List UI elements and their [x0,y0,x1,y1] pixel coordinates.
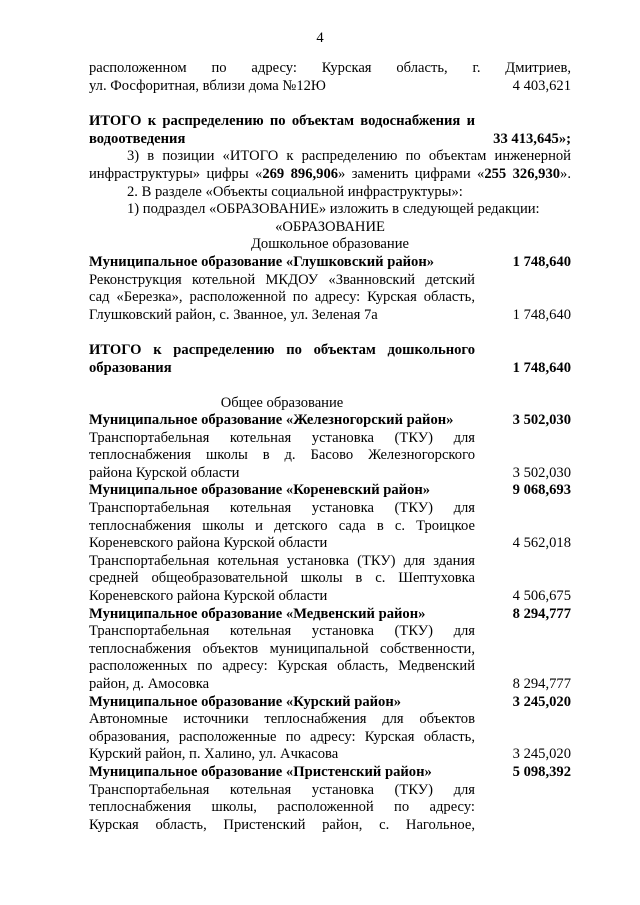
general-heading: Общее образование [220,394,344,411]
general-item-line: теплоснабжения школы, расположенной по адресу: [89,799,475,816]
general-item-line: расположенных по адресу: Курская область, Медвенский [89,658,475,675]
general-item-line: теплоснабжения школы и детского сада в с. Троицкое [89,517,475,534]
para3-line-1: 3) в позиции «ИТОГО к распределению по объектам инженерной [127,148,571,165]
preschool-total-line-2: образования [89,359,172,376]
general-item-line: образования, расположенные по адресу: Курская область, [89,728,475,745]
preschool-total-row [89,360,571,378]
general-item-line: района Курской области [89,464,240,481]
general-item-line: теплоснабжения школы в д. Басово Железногорского [89,447,475,464]
general-item-line: Кореневского района Курской области [89,588,328,605]
general-item-line: Кореневского района Курской области [89,535,328,552]
general-mo-name: Муниципальное образование «Железногорский район» [89,412,454,429]
preschool-item-line: Реконструкция котельной МКДОУ «Званновский детский [89,271,475,288]
intro-row [89,78,571,96]
preschool-mo-amount: 1 748,640 [512,253,571,270]
general-mo-name: Муниципальное образование «Пристенский район» [89,763,432,780]
general-mo-row [89,482,571,500]
general-item-row [89,746,571,764]
general-item-line: Транспортабельная котельная установка (ТКУ) для [89,429,475,446]
general-item-line: Транспортабельная котельная установка (ТКУ) для [89,500,475,517]
intro-line-2: ул. Фосфоритная, вблизи дома №12Ю [89,77,326,94]
intro-amount: 4 403,621 [512,77,571,94]
general-item-row [89,535,571,553]
general-item-amount: 3 245,020 [512,746,571,763]
general-item-line: Курский район, п. Халино, ул. Ачкасова [89,746,339,763]
general-mo-name: Муниципальное образование «Курский район» [89,693,402,710]
general-item-amount: 8 294,777 [512,676,571,692]
general-mo-name: Муниципальное образование «Медвенский район» [89,605,426,622]
new-figure: 255 326,930 [484,165,561,182]
preschool-item-line: Глушковский район, с. Званное, ул. Зеленая 7а [89,306,378,323]
total-water-amount: 33 413,645»; [493,130,571,147]
preschool-item-line: сад «Березка», расположенной по адресу: Курская область, [89,289,475,306]
total-water-row [89,131,571,149]
preschool-total-line-1: ИТОГО к распределению по объектам дошкольного [89,342,475,359]
para3-line-2: инфраструктуры» цифры «269 896,906» заменить цифрами «255 326,930». [89,165,571,182]
intro-line-1: расположенном по адресу: Курская область, г. Дмитриев, [89,60,571,76]
general-mo-amount: 3 245,020 [512,693,571,710]
general-mo-name: Муниципальное образование «Кореневский район» [89,482,431,499]
general-item-row [89,465,571,483]
general-item-line: Транспортабельная котельная установка (ТКУ) для здания [89,552,475,569]
preschool-item-amount: 1 748,640 [512,306,571,323]
page-number: 4 [316,30,324,46]
general-mo-amount: 3 502,030 [512,412,571,429]
general-item-line: Автономные источники теплоснабжения для объектов [89,711,475,728]
general-mo-row [89,764,571,782]
general-mo-row [89,606,571,624]
general-item-line: район, д. Амосовка [89,676,210,692]
para4: 2. В разделе «Объекты социальной инфраструктуры»: [127,183,463,200]
section-title: «ОБРАЗОВАНИЕ [275,218,385,235]
general-item-amount: 4 562,018 [512,535,571,552]
total-water-line-2: водоотведения [89,130,186,147]
general-item-line: Курская область, Пристенский район, с. Нагольное, [89,816,475,833]
general-item-line: Транспортабельная котельная установка (ТКУ) для [89,623,475,640]
general-mo-amount: 8 294,777 [512,605,571,622]
general-item-amount: 4 506,675 [512,588,571,605]
para5: 1) подраздел «ОБРАЗОВАНИЕ» изложить в следующей редакции: [127,201,540,218]
general-mo-row [89,412,571,430]
general-item-row [89,588,571,606]
document-body [89,60,571,834]
general-mo-row [89,694,571,712]
general-item-line: средней общеобразовательной школы в с. Шептуховка [89,570,475,587]
general-item-row [89,676,571,694]
preschool-mo-name: Муниципальное образование «Глушковский район» [89,253,435,270]
preschool-mo-row [89,254,571,272]
general-item-amount: 3 502,030 [512,464,571,481]
old-figure: 269 896,906 [262,165,339,182]
preschool-item-row [89,307,571,325]
total-water-line-1: ИТОГО к распределению по объектам водоснабжения и [89,113,475,130]
preschool-total-amount: 1 748,640 [512,359,571,376]
preschool-heading: Дошкольное образование [250,236,410,253]
general-mo-amount: 9 068,693 [512,482,571,499]
general-mo-amount: 5 098,392 [512,763,571,780]
general-item-line: Транспортабельная котельная установка (ТКУ) для [89,781,475,798]
general-item-line: теплоснабжения объектов муниципальной собственности, [89,640,475,657]
